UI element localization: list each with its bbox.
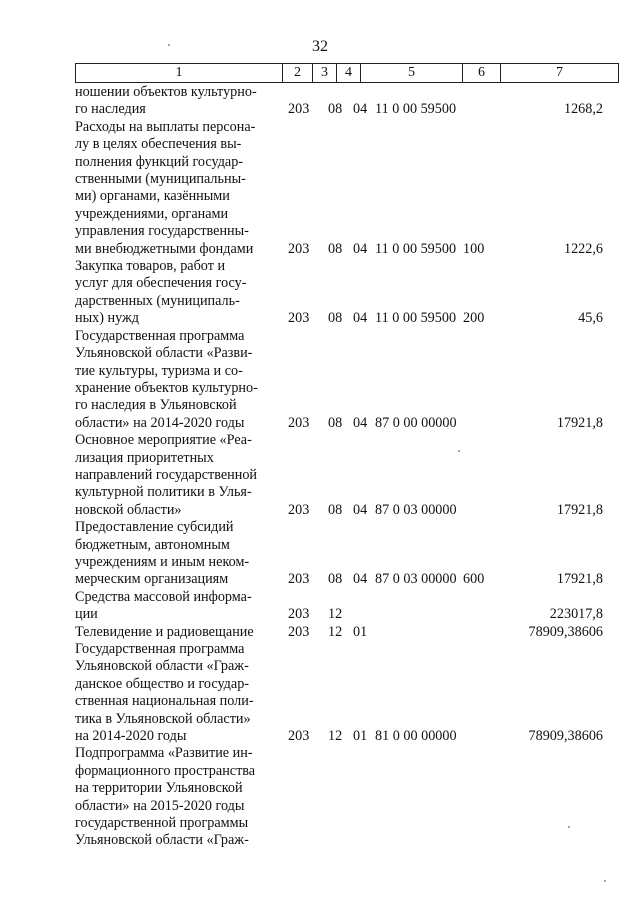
cell-c5: 11 0 00 59500 <box>375 240 457 257</box>
cell-c3: 12 <box>328 623 343 640</box>
description-line: Государственная программа <box>75 641 245 657</box>
cell-c2: 203 <box>288 414 310 431</box>
description-line: дарственных (муниципаль- <box>75 292 240 309</box>
description-line: управления государственны- <box>75 223 249 240</box>
cell-c3: 12 <box>328 728 343 745</box>
cell-c6: 100 <box>463 240 485 257</box>
description-line: культурной политики в Улья- <box>75 484 252 501</box>
cell-c7: 1222,6 <box>563 240 603 257</box>
cell-c7: 1268,2 <box>563 101 603 118</box>
header-col-6: 6 <box>463 64 501 83</box>
table-row <box>75 624 615 641</box>
description-line: ми внебюджетными фондами <box>75 240 254 257</box>
cell-c7: 17921,8 <box>556 414 603 431</box>
cell-c3: 08 <box>328 501 343 518</box>
description-line: Средства массовой информа- <box>75 588 252 605</box>
description-line: мерческим организациям <box>75 571 229 588</box>
cell-c4: 04 <box>353 101 368 118</box>
description-line: направлений государственной <box>75 466 258 483</box>
description-line: учреждениями, органами <box>75 205 229 222</box>
description-line: Расходы на выплаты персона- <box>75 118 256 135</box>
table-row <box>75 641 615 745</box>
cell-c4: 01 <box>353 623 368 640</box>
description-line: ных) нужд <box>75 310 140 327</box>
cell-c2: 203 <box>288 501 310 518</box>
table-row <box>75 328 615 432</box>
cell-c2: 203 <box>288 101 310 118</box>
row-description <box>75 119 280 258</box>
cell-c2: 203 <box>288 571 310 588</box>
cell-c4: 04 <box>353 414 368 431</box>
cell-c5: 87 0 03 00000 <box>375 501 457 518</box>
description-line: Ульяновской области «Разви- <box>75 345 253 362</box>
cell-c4: 04 <box>353 240 368 257</box>
description-line: ми) органами, казёнными <box>75 188 230 205</box>
cell-c3: 08 <box>328 310 343 327</box>
description-line: Основное мероприятие «Реа- <box>75 432 252 449</box>
description-line: Предоставление субсидий <box>75 519 234 536</box>
scan-speck <box>168 44 170 46</box>
cell-c4: 04 <box>353 310 368 327</box>
cell-c7: 78909,38606 <box>528 728 603 745</box>
budget-rows <box>75 84 615 850</box>
description-line: учреждениям и иным неком- <box>75 553 250 570</box>
cell-c3: 08 <box>328 571 343 588</box>
cell-c7: 223017,8 <box>549 606 603 623</box>
header-col-5: 5 <box>361 64 463 83</box>
cell-c2: 203 <box>288 606 310 623</box>
description-line: тика в Ульяновской области» <box>75 710 251 727</box>
description-line: новской области» <box>75 501 182 518</box>
cell-c7: 78909,38606 <box>528 623 603 640</box>
description-line: тие культуры, туризма и со- <box>75 362 243 379</box>
description-line: го наследия <box>75 101 146 118</box>
table-row <box>75 519 615 589</box>
header-col-4: 4 <box>337 64 361 83</box>
description-line: бюджетным, автономным <box>75 536 230 553</box>
cell-c2: 203 <box>288 728 310 745</box>
description-line: ции <box>75 606 98 623</box>
header-col-2: 2 <box>283 64 313 83</box>
cell-c5: 87 0 03 00000 <box>375 571 457 588</box>
description-line: формационного пространства <box>75 762 256 779</box>
cell-c6: 600 <box>463 571 485 588</box>
header-col-1: 1 <box>76 64 283 83</box>
description-line: ственными (муниципальны- <box>75 171 246 188</box>
cell-c4: 04 <box>353 571 368 588</box>
cell-c2: 203 <box>288 623 310 640</box>
description-line: на 2014-2020 годы <box>75 728 187 745</box>
description-line: Телевидение и радиовещание <box>75 623 254 640</box>
cell-c4: 01 <box>353 728 368 745</box>
cell-c4: 04 <box>353 501 368 518</box>
description-line: на территории Ульяновской <box>75 780 243 797</box>
description-line: государственной программы <box>75 815 249 832</box>
cell-c2: 203 <box>288 310 310 327</box>
description-line: Ульяновской области «Граж- <box>75 658 249 675</box>
description-line: данское общество и государ- <box>75 675 250 692</box>
header-col-3: 3 <box>313 64 337 83</box>
table-row <box>75 589 615 624</box>
description-line: области» на 2015-2020 годы <box>75 797 245 814</box>
cell-c2: 203 <box>288 240 310 257</box>
cell-c3: 08 <box>328 414 343 431</box>
cell-c5: 87 0 00 00000 <box>375 414 457 431</box>
header-col-7: 7 <box>501 64 619 83</box>
cell-c3: 12 <box>328 606 343 623</box>
description-line: услуг для обеспечения госу- <box>75 275 247 292</box>
cell-c7: 45,6 <box>578 310 603 327</box>
cell-c7: 17921,8 <box>556 501 603 518</box>
description-line: лизация приоритетных <box>75 449 214 466</box>
description-line: го наследия в Ульяновской <box>75 397 237 414</box>
description-line: ственная национальная поли- <box>75 693 254 710</box>
cell-c7: 17921,8 <box>556 571 603 588</box>
scan-speck <box>604 880 606 882</box>
table-row <box>75 432 615 519</box>
table-row <box>75 745 615 849</box>
scan-speck <box>458 450 460 452</box>
description-line: полнения функций государ- <box>75 153 244 170</box>
description-line: ношении объектов культурно- <box>75 84 257 100</box>
cell-c5: 11 0 00 59500 <box>375 310 457 327</box>
cell-c5: 11 0 00 59500 <box>375 101 457 118</box>
description-line: лу в целях обеспечения вы- <box>75 136 242 153</box>
description-line: Ульяновской области «Граж- <box>75 832 249 849</box>
page-number: 32 <box>312 38 328 55</box>
cell-c3: 08 <box>328 101 343 118</box>
cell-c5: 81 0 00 00000 <box>375 728 457 745</box>
description-line: Государственная программа <box>75 327 245 344</box>
scan-speck <box>568 826 570 828</box>
table-row <box>75 258 615 328</box>
table-row <box>75 119 615 258</box>
column-header-table <box>75 63 619 83</box>
description-line: Закупка товаров, работ и <box>75 258 226 275</box>
table-row <box>75 84 615 119</box>
description-line: Подпрограмма «Развитие ин- <box>75 745 253 762</box>
cell-c3: 08 <box>328 240 343 257</box>
description-line: области» на 2014-2020 годы <box>75 414 245 431</box>
description-line: хранение объектов культурно- <box>75 379 258 396</box>
cell-c6: 200 <box>463 310 485 327</box>
